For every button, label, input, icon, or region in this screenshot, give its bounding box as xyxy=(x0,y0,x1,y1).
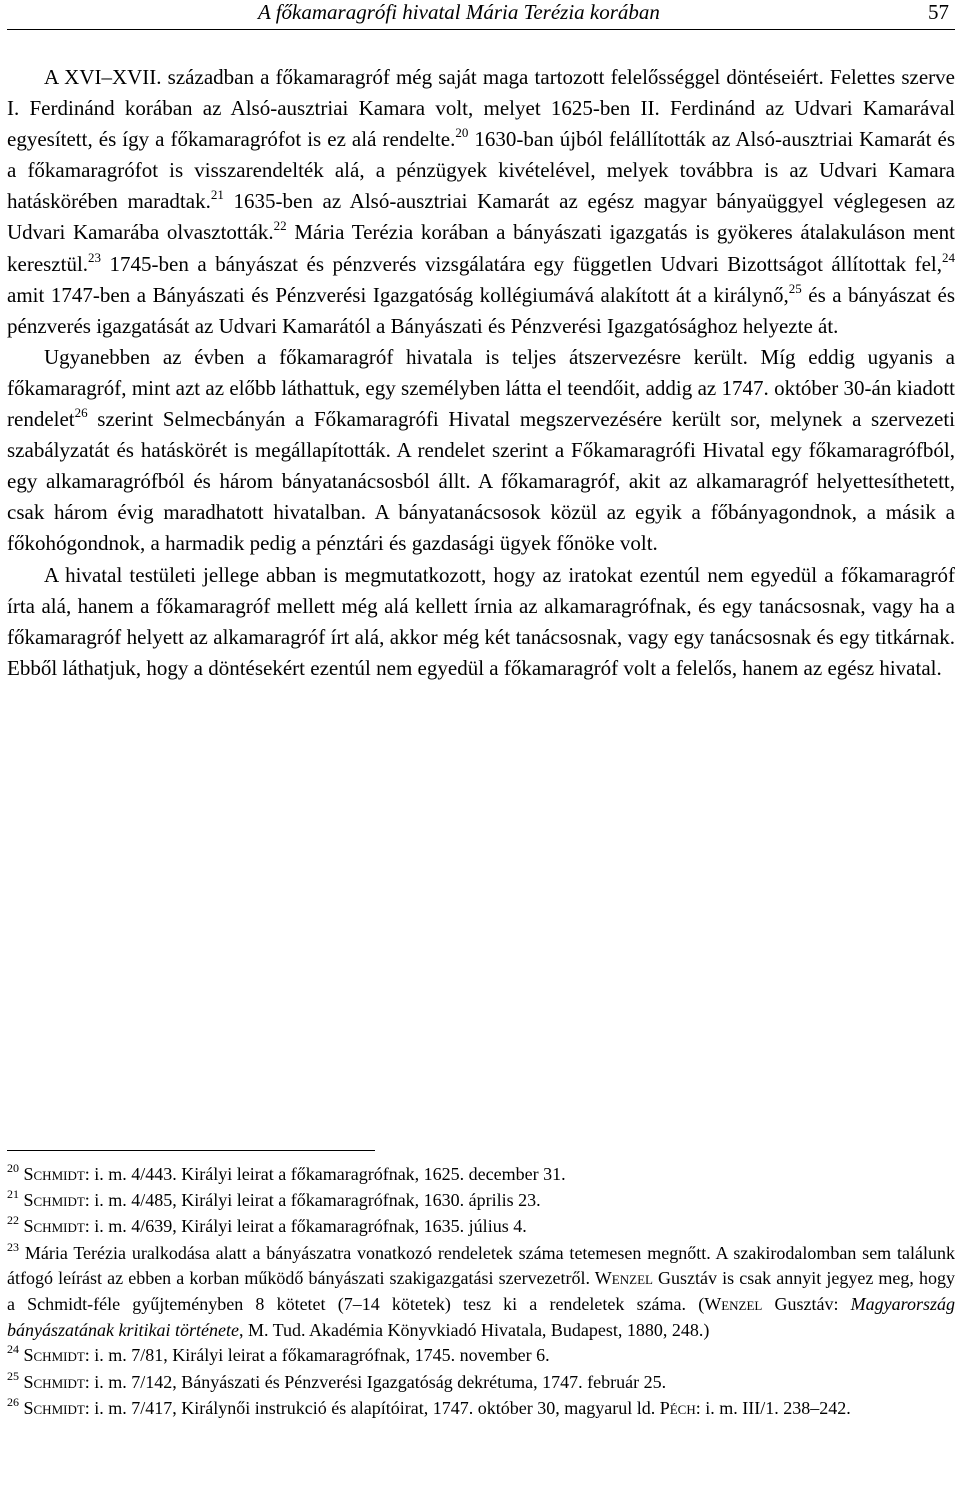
footnote xyxy=(7,1214,955,1240)
italic-title: Magyarország bányászatának kritikai története xyxy=(7,1294,956,1341)
text-run: : i. m. 7/142, Bányászati és Pénzverési Igazgatóság dekrétuma, 1747. február 25. xyxy=(84,1371,667,1392)
author-name: SCHMIDT xyxy=(23,1216,85,1237)
footnote-ref: 26 xyxy=(74,405,88,421)
text-run: , M. Tud. Akadémia Könyvkiadó Hivatala, Budapest, 1880, 248.) xyxy=(238,1320,710,1341)
text-run: Gusztáv is csak annyit jegyez meg, hogy a Schmidt-féle gyűjteményben 8 kötetet (7–14 kötetek) tesz ki a rendeletek száma. ( xyxy=(7,1267,955,1315)
author-name: WENZEL xyxy=(704,1294,763,1315)
text-run: 1745-ben a bányászat és pénzverés vizsgálatára egy független Udvari Bizottságot állítottak fel, xyxy=(101,251,942,276)
footnote-ref: 22 xyxy=(7,1213,19,1228)
footnote xyxy=(7,1343,955,1369)
footnotes xyxy=(7,1162,955,1422)
text-run xyxy=(19,1164,24,1184)
footnote-separator xyxy=(7,1150,375,1151)
body-text xyxy=(7,62,955,684)
paragraph xyxy=(7,62,955,342)
text-run: : i. m. III/1. 238–242. xyxy=(695,1397,851,1418)
footnote-ref: 23 xyxy=(88,249,102,265)
text-run: : i. m. 7/417, Királynői instrukció és alapítóirat, 1747. október 30, magyarul ld. xyxy=(84,1397,660,1418)
running-title: A főkamaragrófi hivatal Mária Terézia korában xyxy=(258,0,660,24)
text-run xyxy=(19,1345,24,1365)
text-run: amit 1747-ben a Bányászati és Pénzverési Igazgatóság kollégiumává alakított át a királynő, xyxy=(7,282,789,307)
footnote-ref: 24 xyxy=(7,1342,19,1357)
header-rule xyxy=(7,29,955,30)
text-run: Gusztáv: xyxy=(762,1294,851,1315)
text-run: Mária Terézia korában a bányászati igazgatás is gyökeres átalakuláson ment keresztül. xyxy=(7,220,955,276)
text-run: 1635-ben az Alsó-ausztriai Kamarát az egész magyar bányaüggyel véglegesen az Udvari Kamarába olvasztották. xyxy=(7,189,955,245)
footnote xyxy=(7,1188,955,1214)
author-name: SCHMIDT xyxy=(23,1345,85,1366)
page-header xyxy=(0,0,960,24)
footnote-ref: 24 xyxy=(942,249,955,265)
text-run: A XVI–XVII. században a főkamaragróf még saját maga tartozott felelősséggel döntéseiért. Felettes szerve I. Ferdinánd korában az Alsó-ausztriai Kamara volt, melyet 1625-ben II. Ferdinánd az Udvari Kamarával egyesített, és így a főkamaragrófot is ez alá rendelte. xyxy=(7,65,955,152)
text-run: és a bányászat és pénzverés igazgatását az Udvari Kamarától a Bányászati és Pénzverési Igazgatósághoz helyezte át. xyxy=(7,282,955,338)
text-run: Mária Terézia uralkodása alatt a bányászatra vonatkozó rendeletek száma tetemesen megnőtt. A szakirodalomban sem találunk átfogó leírást az ebben a korban működő bányászati szakigazgatási szervezetről. xyxy=(7,1242,955,1288)
text-run: szerint Selmecbányán a Főkamaragrófi Hivatal megszervezésére került sor, melynek a szervezeti szabályzatát és hatáskörét is megállapították. A rendelet szerint a Főkamaragrófi Hivatal egy főkamaragrófból, egy alkamaragrófból és három bányatanácsosból állt. A főkamaragróf, akit az alkamaragróf helyettesíthetett, csak három évig maradhatott hivatalban. A bányatanácsosok közül az egyik a főbányagondnok, a másik a főkohógondnok, a harmadik pedig a pénztári és gazdasági ügyek főnöke volt. xyxy=(7,407,955,556)
author-name: WENZEL xyxy=(594,1267,653,1288)
footnote-ref: 22 xyxy=(273,218,287,234)
text-run: : i. m. 4/443. Királyi leirat a főkamaragrófnak, 1625. december 31. xyxy=(84,1164,566,1184)
footnote-ref: 21 xyxy=(7,1187,19,1202)
author-name: SCHMIDT xyxy=(23,1397,85,1418)
author-name: SCHMIDT xyxy=(23,1164,85,1184)
paragraph xyxy=(7,560,955,684)
text-run xyxy=(19,1372,24,1392)
author-name: SCHMIDT xyxy=(23,1190,85,1211)
footnote-ref: 26 xyxy=(7,1394,19,1409)
text-run: : i. m. 4/485, Királyi leirat a főkamaragrófnak, 1630. április 23. xyxy=(84,1190,541,1211)
footnote-ref: 21 xyxy=(210,187,224,203)
text-run: : i. m. 7/81, Királyi leirat a főkamaragrófnak, 1745. november 6. xyxy=(84,1345,550,1366)
footnote xyxy=(7,1162,955,1188)
footnote-ref: 23 xyxy=(7,1239,19,1254)
text-run: A hivatal testületi jellege abban is megmutatkozott, hogy az iratokat ezentúl nem egyedül a főkamaragróf írta alá, hanem a főkamaragróf mellett még alá kellett írnia az alkamaragrófnak, és egy tanácsosnak, vagy ha a főkamaragróf helyett az alkamaragróf írt alá, akkor még két tanácsosnak, vagy egy tanácsosnak és egy titkárnak. Ebből láthatjuk, hogy a döntésekért ezentúl nem egyedül a főkamaragróf volt a felelős, hanem az egész hivatal. xyxy=(7,562,955,680)
text-run xyxy=(19,1398,24,1418)
footnote xyxy=(7,1370,955,1396)
text-run: Ugyanebben az évben a főkamaragróf hivatala is teljes átszervezésre került. Míg eddig ugyanis a főkamaragróf, mint azt az előbb láthattuk, egy személyben látta el teendőit, addig az 1747. október 30-án kiadott rendelet xyxy=(7,344,955,432)
page-number: 57 xyxy=(928,0,949,24)
footnote-ref: 25 xyxy=(788,280,802,296)
text-run xyxy=(19,1216,24,1236)
text-run xyxy=(19,1190,24,1210)
footnote xyxy=(7,1396,955,1422)
footnote-ref: 20 xyxy=(455,125,469,141)
footnote xyxy=(7,1241,955,1344)
text-run: 1630-ban újból felállították az Alsó-ausztriai Kamarát és a főkamaragrófot is visszarendelték alá, a pénzügyek kivételével, melyek továbbra is az Udvari Kamara hatáskörében maradtak. xyxy=(7,127,956,214)
footnote-ref: 25 xyxy=(7,1368,19,1383)
author-name: SCHMIDT xyxy=(23,1371,85,1392)
paragraph xyxy=(7,342,955,560)
author-name: PÉCH xyxy=(659,1397,696,1418)
text-run: : i. m. 4/639, Királyi leirat a főkamaragrófnak, 1635. július 4. xyxy=(84,1216,527,1237)
footnote-ref: 20 xyxy=(7,1161,19,1175)
